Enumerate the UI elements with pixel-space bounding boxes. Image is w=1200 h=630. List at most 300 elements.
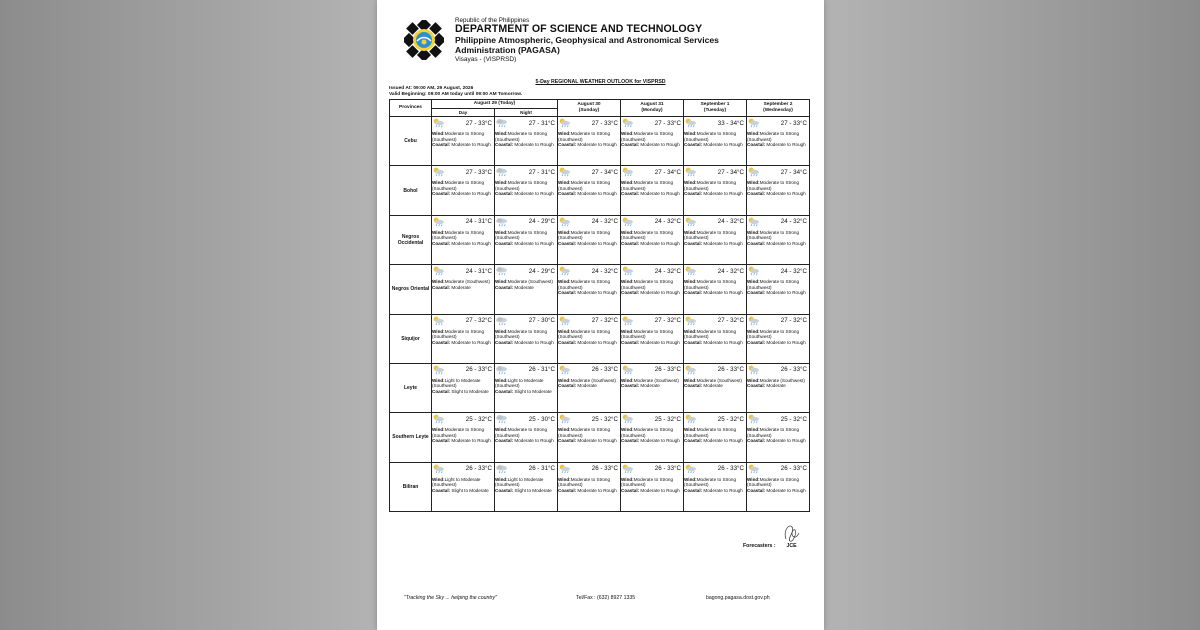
header-date-aug31: August 31 (Monday) (621, 100, 684, 117)
province-row (390, 265, 810, 314)
partly-cloudy-rain-icon (432, 167, 445, 177)
coastal-label: Coastal: (495, 284, 514, 290)
coastal-value: Moderate to Rough (766, 487, 806, 493)
wind-label: Wind: (747, 476, 760, 482)
coastal-label: Coastal: (684, 290, 703, 296)
coastal-label: Coastal: (684, 383, 703, 389)
wind-label: Wind: (621, 229, 634, 235)
wind-label: Wind: (684, 131, 697, 136)
forecast-cell-aug30 (558, 413, 621, 462)
forecast-cell-day (432, 117, 495, 166)
coastal-label: Coastal: (432, 339, 451, 345)
partly-cloudy-rain-icon (432, 464, 445, 474)
coastal-label: Coastal: (558, 191, 577, 197)
forecast-cell-aug30 (558, 265, 621, 314)
wind-value: Moderate to Strong (Southwest) (747, 229, 800, 241)
coastal-label: Coastal: (684, 191, 703, 197)
partly-cloudy-rain-icon (621, 464, 634, 474)
coastal-value: Moderate to Rough (703, 438, 743, 444)
forecast-cell-day (432, 363, 495, 412)
coastal-label: Coastal: (432, 191, 451, 197)
conditions-text (684, 378, 746, 389)
conditions-text (495, 329, 557, 346)
wind-label: Wind: (495, 427, 508, 433)
coastal-label: Coastal: (621, 438, 640, 444)
issue-info (389, 86, 522, 98)
conditions-text (558, 131, 620, 148)
partly-cloudy-rain-icon (432, 316, 445, 326)
conditions-text (495, 378, 557, 395)
coastal-value: Slight to Moderate (514, 388, 552, 394)
wind-value: Moderate to Strong (Southwest) (558, 180, 611, 191)
wind-label: Wind: (495, 229, 508, 235)
wind-label: Wind: (684, 377, 697, 383)
coastal-value: Moderate (514, 284, 534, 290)
wind-value: Moderate to Strong (Southwest) (495, 427, 548, 438)
coastal-label: Coastal: (495, 388, 514, 394)
coastal-label: Coastal: (495, 487, 514, 493)
coastal-label: Coastal: (747, 290, 766, 296)
coastal-value: Moderate to Rough (640, 438, 680, 444)
wind-label: Wind: (432, 131, 445, 136)
coastal-value: Moderate to Rough (577, 438, 617, 444)
wind-label: Wind: (621, 279, 634, 285)
conditions-text (621, 230, 683, 247)
conditions-text (684, 279, 746, 296)
conditions-text (684, 230, 746, 247)
weather-outlook-table (389, 99, 810, 512)
partly-cloudy-rain-icon (432, 365, 445, 375)
partly-cloudy-rain-icon (747, 414, 760, 424)
issued-at: Issued At: 09:00 AM, 29 August, 2026 (389, 86, 474, 91)
province-name: Leyte (390, 363, 432, 412)
partly-cloudy-rain-icon (684, 414, 697, 424)
document-page (377, 0, 824, 630)
conditions-text (747, 180, 809, 197)
temperature-range: 24 - 32°C (717, 267, 744, 275)
conditions-text (747, 131, 809, 148)
forecast-cell-sep1 (684, 462, 747, 511)
forecast-cell-sep1 (684, 363, 747, 412)
coastal-value: Moderate to Rough (766, 191, 806, 197)
coastal-value: Moderate to Rough (766, 438, 806, 444)
temperature-range: 26 - 33°C (465, 465, 492, 473)
temperature-range: 27 - 32°C (654, 317, 681, 324)
coastal-value: Moderate to Rough (766, 240, 806, 246)
conditions-text (684, 477, 746, 494)
temperature-range: 27 - 31°C (528, 119, 555, 127)
wind-label: Wind: (621, 377, 634, 383)
coastal-value: Moderate to Rough (640, 142, 680, 147)
temperature-range: 24 - 31°C (465, 218, 492, 226)
agency-name-line1: Philippine Atmospheric, Geophysical and Astronomical Services (455, 34, 719, 45)
temperature-range: 27 - 31°C (528, 168, 555, 176)
wind-label: Wind: (495, 131, 508, 136)
coastal-value: Moderate to Rough (577, 339, 617, 345)
wind-label: Wind: (684, 279, 697, 285)
partly-cloudy-rain-icon (684, 266, 697, 276)
wind-value: Moderate to Strong (Southwest) (432, 180, 485, 191)
partly-cloudy-rain-icon (684, 365, 697, 375)
wind-label: Wind: (558, 229, 571, 235)
conditions-text (621, 279, 683, 296)
conditions-text (432, 427, 494, 444)
forecast-cell-sep1 (684, 166, 747, 215)
wind-label: Wind: (684, 427, 697, 433)
wind-value: Moderate (Southwest) (444, 279, 490, 285)
coastal-label: Coastal: (747, 240, 766, 246)
temperature-range: 24 - 32°C (654, 267, 681, 275)
coastal-value: Moderate to Rough (703, 487, 743, 493)
coastal-label: Coastal: (747, 191, 766, 197)
province-name: Biliran (390, 462, 432, 511)
header-date-aug30: August 30 (Sunday) (558, 100, 621, 117)
province-row (390, 215, 810, 264)
republic-text: Republic of the Philippines (455, 17, 530, 24)
coastal-value: Moderate to Rough (577, 142, 617, 147)
coastal-label: Coastal: (558, 487, 577, 493)
footer-website: bagong.pagasa.dost.gov.ph (706, 595, 770, 601)
wind-value: Light to Moderate (Southwest) (495, 377, 544, 389)
partly-cloudy-rain-icon (747, 365, 760, 375)
coastal-value: Moderate to Rough (640, 240, 680, 246)
coastal-label: Coastal: (432, 487, 451, 493)
wind-value: Moderate to Strong (Southwest) (684, 279, 737, 290)
forecast-cell-aug30 (558, 166, 621, 215)
forecast-cell-aug30 (558, 314, 621, 363)
coastal-label: Coastal: (432, 388, 451, 394)
conditions-text (621, 131, 683, 148)
partly-cloudy-rain-icon (558, 167, 571, 177)
wind-value: Moderate (Southwest) (633, 377, 679, 383)
wind-label: Wind: (558, 328, 571, 334)
coastal-value: Moderate to Rough (703, 240, 743, 246)
partly-cloudy-rain-icon (558, 414, 571, 424)
wind-label: Wind: (747, 427, 760, 433)
wind-label: Wind: (558, 377, 571, 383)
wind-label: Wind: (684, 328, 697, 334)
document-title: 5-Day REGIONAL WEATHER OUTLOOK for VISPRSD (535, 79, 666, 85)
wind-value: Moderate to Strong (Southwest) (495, 180, 548, 191)
temperature-range: 24 - 32°C (780, 267, 807, 275)
coastal-label: Coastal: (621, 142, 640, 147)
forecast-cell-night (495, 265, 558, 314)
conditions-text (684, 131, 746, 148)
partly-cloudy-rain-icon (432, 118, 445, 128)
coastal-label: Coastal: (684, 142, 703, 147)
conditions-text (495, 131, 557, 148)
forecast-cell-aug31 (621, 462, 684, 511)
partly-cloudy-rain-icon (621, 167, 634, 177)
forecast-cell-aug30 (558, 117, 621, 166)
coastal-label: Coastal: (747, 142, 766, 147)
partly-cloudy-rain-icon (621, 316, 634, 326)
coastal-label: Coastal: (621, 339, 640, 345)
coastal-value: Moderate to Rough (640, 290, 680, 296)
forecast-cell-aug31 (621, 117, 684, 166)
wind-value: Light to Moderate (Southwest) (495, 476, 544, 488)
coastal-value: Moderate to Rough (451, 240, 491, 246)
wind-value: Moderate to Strong (Southwest) (558, 279, 611, 290)
wind-label: Wind: (495, 180, 508, 186)
wind-label: Wind: (432, 279, 445, 285)
forecast-cell-day (432, 215, 495, 264)
coastal-label: Coastal: (558, 290, 577, 296)
coastal-value: Moderate to Rough (514, 438, 554, 444)
wind-value: Moderate to Strong (Southwest) (432, 328, 485, 339)
conditions-text (558, 279, 620, 296)
temperature-range: 33 - 34°C (717, 119, 744, 127)
wind-value: Moderate to Strong (Southwest) (558, 328, 611, 339)
wind-label: Wind: (495, 377, 508, 383)
coastal-label: Coastal: (621, 383, 640, 389)
partly-cloudy-rain-icon (558, 217, 571, 227)
wind-value: Moderate (Southwest) (696, 377, 742, 383)
forecast-cell-day (432, 265, 495, 314)
temperature-range: 24 - 32°C (591, 218, 618, 226)
cloudy-rain-icon (495, 167, 508, 177)
wind-value: Moderate to Strong (Southwest) (621, 229, 674, 241)
wind-value: Moderate to Strong (Southwest) (621, 279, 674, 290)
wind-label: Wind: (621, 476, 634, 482)
wind-label: Wind: (558, 131, 571, 136)
coastal-value: Slight to Moderate (451, 388, 489, 394)
conditions-text (432, 378, 494, 395)
wind-label: Wind: (747, 279, 760, 285)
pagasa-logo (404, 20, 444, 60)
temperature-range: 27 - 33°C (654, 119, 681, 127)
wind-value: Moderate to Strong (Southwest) (432, 229, 485, 241)
coastal-label: Coastal: (558, 438, 577, 444)
coastal-value: Moderate to Rough (451, 191, 491, 197)
agency-name-line2: Administration (PAGASA) (455, 44, 560, 55)
wind-label: Wind: (558, 279, 571, 285)
temperature-range: 25 - 32°C (654, 415, 681, 423)
cloudy-rain-icon (495, 464, 508, 474)
coastal-label: Coastal: (495, 191, 514, 197)
cloudy-rain-icon (495, 118, 508, 128)
wind-value: Light to Moderate (Southwest) (432, 476, 481, 488)
partly-cloudy-rain-icon (747, 316, 760, 326)
conditions-text (432, 180, 494, 197)
partly-cloudy-rain-icon (621, 266, 634, 276)
coastal-value: Moderate to Rough (514, 142, 554, 147)
coastal-label: Coastal: (558, 339, 577, 345)
temperature-range: 26 - 33°C (591, 366, 618, 374)
coastal-label: Coastal: (621, 240, 640, 246)
temperature-range: 27 - 34°C (717, 168, 744, 176)
partly-cloudy-rain-icon (558, 118, 571, 128)
coastal-label: Coastal: (747, 487, 766, 493)
wind-value: Moderate to Strong (Southwest) (621, 131, 674, 142)
conditions-text (495, 427, 557, 444)
conditions-text (558, 230, 620, 247)
coastal-value: Moderate to Rough (514, 240, 554, 246)
province-name: Bohol (390, 166, 432, 215)
conditions-text (621, 427, 683, 444)
temperature-range: 27 - 32°C (591, 317, 618, 324)
forecast-cell-sep2 (747, 363, 810, 412)
coastal-value: Moderate (451, 284, 471, 290)
province-name: Cebu (390, 117, 432, 166)
coastal-label: Coastal: (432, 240, 451, 246)
conditions-text (495, 477, 557, 494)
coastal-value: Moderate to Rough (703, 142, 743, 147)
coastal-label: Coastal: (684, 339, 703, 345)
conditions-text (558, 427, 620, 444)
temperature-range: 27 - 34°C (654, 168, 681, 176)
partly-cloudy-rain-icon (747, 118, 760, 128)
header-date-sep2: September 2 (Wednesday) (747, 100, 810, 117)
wind-label: Wind: (558, 427, 571, 433)
forecast-cell-night (495, 117, 558, 166)
wind-label: Wind: (495, 476, 508, 482)
coastal-value: Moderate to Rough (577, 487, 617, 493)
forecast-cell-sep2 (747, 117, 810, 166)
coastal-value: Moderate to Rough (640, 487, 680, 493)
partly-cloudy-rain-icon (558, 266, 571, 276)
coastal-value: Moderate to Rough (514, 339, 554, 345)
conditions-text (684, 329, 746, 346)
coastal-label: Coastal: (747, 339, 766, 345)
temperature-range: 24 - 31°C (465, 267, 492, 275)
wind-label: Wind: (432, 328, 445, 334)
wind-value: Moderate to Strong (Southwest) (432, 427, 485, 438)
conditions-text (747, 279, 809, 296)
forecaster-signature (781, 521, 801, 545)
footer-slogan: "Tracking the Sky ... helping the country" (404, 595, 497, 601)
conditions-text (747, 329, 809, 346)
wind-value: Moderate (Southwest) (570, 377, 616, 383)
temperature-range: 26 - 33°C (591, 465, 618, 473)
coastal-label: Coastal: (432, 142, 451, 147)
province-row (390, 363, 810, 412)
coastal-label: Coastal: (621, 191, 640, 197)
temperature-range: 25 - 32°C (591, 415, 618, 423)
wind-label: Wind: (621, 131, 634, 136)
temperature-range: 25 - 32°C (717, 415, 744, 423)
forecast-cell-night (495, 363, 558, 412)
wind-value: Moderate (Southwest) (507, 279, 553, 285)
coastal-value: Slight to Moderate (514, 487, 552, 493)
coastal-label: Coastal: (684, 240, 703, 246)
wind-value: Moderate to Strong (Southwest) (621, 476, 674, 488)
coastal-value: Moderate to Rough (703, 191, 743, 197)
wind-value: Moderate to Strong (Southwest) (747, 279, 800, 290)
province-name: Southern Leyte (390, 413, 432, 462)
wind-label: Wind: (558, 180, 571, 186)
coastal-value: Moderate to Rough (640, 191, 680, 197)
forecasters-line (743, 543, 797, 549)
temperature-range: 26 - 33°C (465, 366, 492, 374)
wind-value: Moderate to Strong (Southwest) (558, 476, 611, 488)
partly-cloudy-rain-icon (558, 316, 571, 326)
temperature-range: 26 - 31°C (528, 366, 555, 374)
forecast-cell-aug31 (621, 265, 684, 314)
wind-value: Moderate to Strong (Southwest) (432, 131, 485, 142)
coastal-value: Moderate to Rough (514, 191, 554, 197)
wind-label: Wind: (432, 229, 445, 235)
wind-label: Wind: (495, 279, 508, 285)
wind-label: Wind: (684, 476, 697, 482)
wind-label: Wind: (684, 180, 697, 186)
temperature-range: 27 - 33°C (591, 119, 618, 127)
coastal-label: Coastal: (495, 339, 514, 345)
wind-value: Moderate to Strong (Southwest) (747, 427, 800, 438)
partly-cloudy-rain-icon (747, 266, 760, 276)
wind-label: Wind: (432, 377, 445, 383)
header-date-sep1: September 1 (Tuesday) (684, 100, 747, 117)
temperature-range: 27 - 33°C (780, 119, 807, 127)
partly-cloudy-rain-icon (432, 414, 445, 424)
forecast-cell-aug30 (558, 363, 621, 412)
partly-cloudy-rain-icon (684, 167, 697, 177)
wind-label: Wind: (747, 180, 760, 186)
coastal-label: Coastal: (621, 487, 640, 493)
conditions-text (432, 230, 494, 247)
coastal-value: Moderate to Rough (703, 290, 743, 296)
partly-cloudy-rain-icon (432, 266, 445, 276)
forecast-cell-aug30 (558, 462, 621, 511)
forecasters-label: Forecasters : (743, 543, 776, 549)
temperature-range: 27 - 34°C (780, 168, 807, 176)
temperature-range: 24 - 32°C (654, 218, 681, 226)
conditions-text (747, 230, 809, 247)
partly-cloudy-rain-icon (747, 217, 760, 227)
coastal-value: Moderate to Rough (577, 290, 617, 296)
wind-value: Moderate to Strong (Southwest) (495, 229, 548, 241)
backdrop-left (0, 0, 377, 630)
forecast-cell-sep2 (747, 265, 810, 314)
forecast-cell-sep2 (747, 413, 810, 462)
wind-value: Moderate to Strong (Southwest) (558, 229, 611, 241)
conditions-text (432, 329, 494, 346)
temperature-range: 26 - 33°C (780, 465, 807, 473)
forecaster-initials: JCE (786, 543, 797, 549)
wind-value: Moderate (Southwest) (759, 377, 805, 383)
conditions-text (558, 180, 620, 197)
wind-value: Moderate to Strong (Southwest) (558, 131, 611, 142)
coastal-value: Moderate to Rough (451, 142, 491, 147)
coastal-label: Coastal: (432, 438, 451, 444)
coastal-value: Moderate to Rough (766, 339, 806, 345)
forecast-cell-day (432, 462, 495, 511)
partly-cloudy-rain-icon (558, 365, 571, 375)
coastal-value: Moderate (766, 383, 786, 389)
temperature-range: 24 - 29°C (528, 267, 555, 275)
header-night: Night (495, 109, 558, 117)
coastal-value: Moderate to Rough (640, 339, 680, 345)
header-provinces: Provinces (390, 100, 432, 117)
coastal-label: Coastal: (684, 438, 703, 444)
conditions-text (495, 180, 557, 197)
coastal-value: Moderate to Rough (577, 191, 617, 197)
conditions-text (621, 477, 683, 494)
coastal-label: Coastal: (558, 240, 577, 246)
header-today: August 29 (Today) (432, 100, 558, 109)
conditions-text (747, 477, 809, 494)
region-text: Visayas - (VISPRSD) (455, 56, 517, 64)
wind-value: Moderate to Strong (Southwest) (621, 328, 674, 339)
temperature-range: 26 - 31°C (528, 465, 555, 473)
temperature-range: 27 - 32°C (717, 317, 744, 324)
temperature-range: 27 - 33°C (465, 168, 492, 176)
province-name: Siquijor (390, 314, 432, 363)
wind-value: Moderate to Strong (Southwest) (495, 328, 548, 339)
conditions-text (558, 477, 620, 494)
forecast-cell-night (495, 314, 558, 363)
conditions-text (621, 378, 683, 389)
